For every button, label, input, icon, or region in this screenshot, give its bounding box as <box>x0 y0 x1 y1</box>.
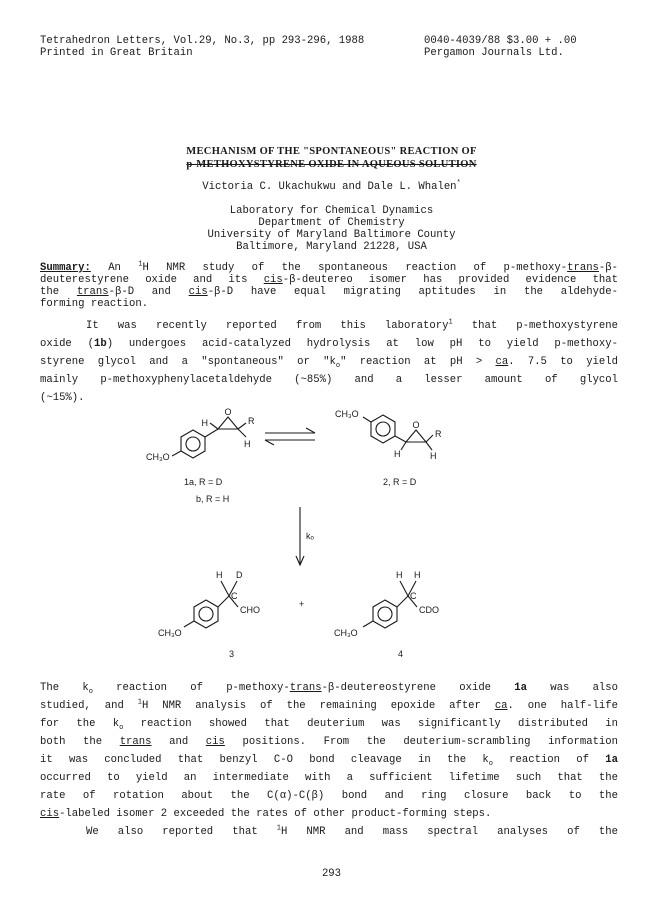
para2-line: both the trans and cis positions. From the deuterium-scrambling information <box>40 736 619 748</box>
para1-line: mainly p-methoxyphenylacetaldehyde (~85%) and a lesser amount of glycol <box>40 374 618 386</box>
authors: Victoria C. Ukachukwu and Dale L. Whalen* <box>202 179 461 193</box>
summary-line: Summary: An $^1$H NMR study of the spontaneous reaction of p-methoxy-trans-β- <box>40 260 618 274</box>
aromatic-circle <box>376 422 390 436</box>
ch3o-label: CH₃O <box>158 628 182 638</box>
para1-line: (~15%). <box>40 392 85 404</box>
epoxide-ring-1 <box>218 417 238 429</box>
title-line-1: MECHANISM OF THE "SPONTANEOUS" REACTION OF <box>186 146 477 157</box>
ch3o-label: CH₃O <box>146 452 170 462</box>
para1-line: styrene glycol and a "spontaneous" or "$k_o$" reaction at pH > ca. 7.5 to yield <box>40 356 618 371</box>
atom-label: O <box>412 420 420 430</box>
affiliation-line: University of Maryland Baltimore County <box>207 229 456 241</box>
atom-label: H <box>244 439 251 449</box>
para1-line: It was recently reported from this laboratory$^1$ that p-methoxystyrene <box>86 318 618 332</box>
atom-label: C <box>410 591 417 601</box>
ch3o-label: CH₃O <box>335 409 359 419</box>
atom-label: D <box>236 570 243 580</box>
summary-line: the trans-β-D and cis-β-D have equal migrating aptitudes in the aldehyde- <box>40 286 618 298</box>
benzene-ring-4 <box>373 600 397 628</box>
group-label: CHO <box>240 605 260 615</box>
para2-line: it was concluded that benzyl C-O bond cleavage in the $k_o$ reaction of 1a <box>40 754 618 769</box>
rate-constant-label: kₒ <box>306 531 314 541</box>
atom-label: O <box>224 407 232 417</box>
header-citation: Tetrahedron Letters, Vol.29, No.3, pp 293-296, 1988 <box>40 35 365 47</box>
compound-label-2: 2, R = D <box>383 477 417 487</box>
summary-line: forming reaction. <box>40 298 149 310</box>
affiliation-line: Laboratory for Chemical Dynamics <box>229 205 434 217</box>
para2-line: studied, and $^1$H NMR analysis of the remaining epoxide after ca. one half-life <box>40 698 618 712</box>
header-price: 0040-4039/88 $3.00 + .00 <box>424 35 577 47</box>
para1-line: oxide (1b) undergoes acid-catalyzed hydrolysis at low pH to yield p-methoxy- <box>40 338 618 350</box>
page-number: 293 <box>321 868 342 880</box>
atom-label: H <box>201 418 208 428</box>
summary-line: deuterestyrene oxide and its cis-β-deutereo isomer has provided evidence that <box>40 274 618 286</box>
compound-label-1a: 1a, R = D <box>184 477 223 487</box>
affiliation-line: Baltimore, Maryland 21228, USA <box>236 241 427 253</box>
plus-sign: + <box>299 599 305 609</box>
para2-line: for the $k_o$ reaction showed that deuterium was significantly distributed in <box>40 718 618 733</box>
para2-line: The $k_o$ reaction of p-methoxy-trans-β-deutereostyrene oxide 1a was also <box>40 682 619 697</box>
atom-label: H <box>394 449 401 459</box>
para2-line: rate of rotation about the C(α)-C(β) bond and ring closure back to the <box>40 790 618 802</box>
group-label: CDO <box>419 605 439 615</box>
header-publisher: Pergamon Journals Ltd. <box>424 47 564 59</box>
aromatic-circle <box>186 437 200 451</box>
atom-label: C <box>231 591 238 601</box>
atom-label: H <box>396 570 403 580</box>
benzene-ring-3 <box>194 600 218 628</box>
benzene-ring-2 <box>371 415 395 443</box>
epoxide-ring-2 <box>406 430 426 442</box>
compound-label-1b: b, R = H <box>196 494 230 504</box>
aromatic-circle <box>378 607 392 621</box>
atom-label: H <box>430 451 437 461</box>
atom-label: H <box>216 570 223 580</box>
para3-line: We also reported that $^1$H NMR and mass spectral analyses of the <box>86 824 618 838</box>
header-print: Printed in Great Britain <box>40 47 193 59</box>
para2-line: cis-labeled isomer 2 exceeded the rates of other product-forming steps. <box>40 808 492 820</box>
reaction-scheme <box>0 395 663 660</box>
aromatic-circle <box>199 607 213 621</box>
atom-label: H <box>414 570 421 580</box>
para2-line: occurred to yield an intermediate with a sufficient lifetime such that the <box>40 772 618 784</box>
ch3o-label: CH₃O <box>334 628 358 638</box>
benzene-ring-1 <box>181 430 205 458</box>
title-line-2: p-METHOXYSTYRENE OXIDE IN AQUEOUS SOLUTION <box>186 159 477 170</box>
atom-label: R <box>248 416 255 426</box>
compound-label-4: 4 <box>398 649 404 659</box>
affiliation-line: Department of Chemistry <box>258 217 405 229</box>
atom-label: R <box>435 429 442 439</box>
compound-label-3: 3 <box>229 649 235 659</box>
